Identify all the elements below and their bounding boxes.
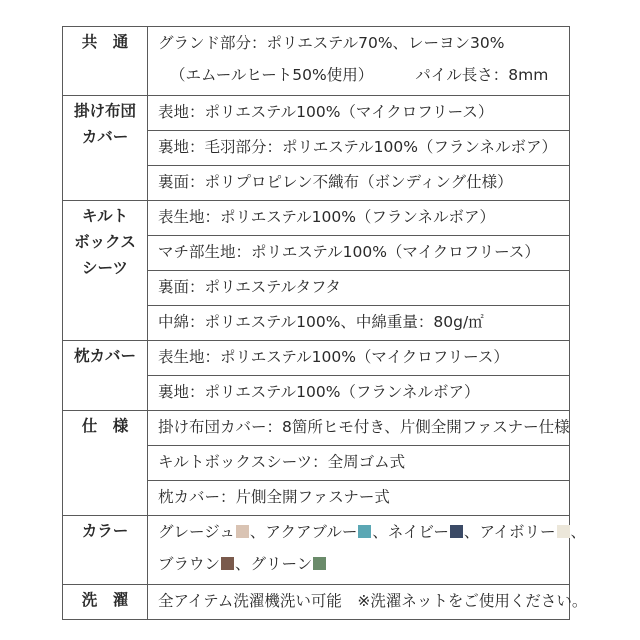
quilt-cell (148, 236, 570, 271)
spec-item: 中綿：ポリエステル100%、中綿重量：80g/㎡ (158, 313, 484, 331)
table-row (63, 96, 570, 131)
spec-item: 枕カバー：片側全開ファスナー式 (158, 488, 390, 506)
row-header-label (63, 96, 147, 146)
header-line-3: シーツ (82, 259, 128, 277)
spec-item: 裏面：ポリプロピレン不織布（ボンディング仕様） (158, 173, 513, 191)
color-swatch-ivory (557, 525, 570, 538)
spec-item: 裏地：ポリエステル100%（フランネルボア） (158, 383, 480, 401)
table-row (63, 585, 570, 620)
row-header-pillow-cover (63, 341, 148, 411)
spec-item: キルトボックスシーツ：全周ゴム式 (158, 453, 406, 471)
color-name: グレージュ (158, 523, 235, 541)
common-cell (148, 27, 570, 96)
row-header-label: 仕 様 (81, 417, 129, 435)
color-swatch-aqua-blue (358, 525, 371, 538)
spec-cell (148, 411, 570, 446)
color-swatch-greige (236, 525, 249, 538)
table-row (63, 341, 570, 376)
color-line-2 (148, 541, 569, 573)
duvet-cover-cell (148, 131, 570, 166)
spec-item: 表生地：ポリエステル100%（フランネルボア） (158, 208, 495, 226)
table-row (63, 516, 570, 585)
spec-cell (148, 481, 570, 516)
washing-text: 全アイテム洗濯機洗い可能 ※洗濯ネットをご使用ください。 (158, 592, 588, 610)
color-swatch-green (313, 557, 326, 570)
header-line-1: キルト (81, 207, 129, 225)
spec-table (62, 26, 588, 620)
row-header-label: カラー (81, 522, 129, 540)
color-name: グリーン (250, 555, 313, 573)
duvet-cover-cell (148, 96, 570, 131)
table-row (63, 27, 570, 96)
color-name: アクアブルー (265, 523, 358, 541)
spec-item: 表地：ポリエステル100%（マイクロフリース） (158, 103, 494, 121)
separator: 、 (463, 523, 480, 541)
washing-cell (148, 585, 588, 620)
common-pile-length: パイル長さ：8mm (415, 66, 549, 84)
row-header-label: 洗 濯 (81, 591, 129, 609)
spec-item: 掛け布団カバー：8箇所ヒモ付き、片側全開ファスナー仕様 (158, 418, 570, 436)
color-name: ブラウン (158, 555, 221, 573)
separator: 、 (372, 523, 388, 541)
pillow-cell (148, 341, 570, 376)
quilt-cell (148, 306, 570, 341)
colors-cell (148, 516, 587, 585)
row-header-label (63, 201, 147, 277)
row-header-label: 枕カバー (73, 347, 136, 365)
spec-item: 表生地：ポリエステル100%（マイクロフリース） (158, 348, 509, 366)
separator: 、 (249, 523, 266, 541)
spec-item: 裏面：ポリエステルタフタ (158, 278, 341, 296)
color-name: ネイビー (387, 523, 449, 541)
color-swatch-brown (221, 557, 234, 570)
table-row (63, 201, 570, 236)
row-header-washing (63, 585, 148, 620)
quilt-cell (148, 201, 570, 236)
spec-item: マチ部生地：ポリエステル100%（マイクロフリース） (158, 243, 540, 261)
row-header-common (63, 27, 148, 96)
separator: 、 (235, 555, 251, 573)
header-line-1: 掛け布団 (73, 102, 136, 120)
color-name: アイボリー (479, 523, 556, 541)
common-line-2 (148, 52, 569, 84)
common-line-1: グランド部分：ポリエステル70%、レーヨン30% (158, 34, 505, 52)
separator: 、 (570, 523, 587, 541)
header-line-2: ボックス (74, 233, 136, 251)
row-header-specification (63, 411, 148, 516)
spec-item: 裏地：毛羽部分：ポリエステル100%（フランネルボア） (158, 138, 557, 156)
pillow-cell (148, 376, 570, 411)
row-header-colors (63, 516, 148, 585)
color-line-1 (148, 516, 587, 541)
row-header-quilt-box-sheet (63, 201, 148, 341)
common-heat-note: （エムールヒート50%使用） (170, 66, 374, 84)
header-line-2: カバー (81, 128, 129, 146)
row-header-duvet-cover (63, 96, 148, 201)
table-row (63, 411, 570, 446)
row-header-label: 共 通 (81, 33, 129, 51)
duvet-cover-cell (148, 166, 570, 201)
color-swatch-navy (450, 525, 463, 538)
quilt-cell (148, 271, 570, 306)
spec-cell (148, 446, 570, 481)
